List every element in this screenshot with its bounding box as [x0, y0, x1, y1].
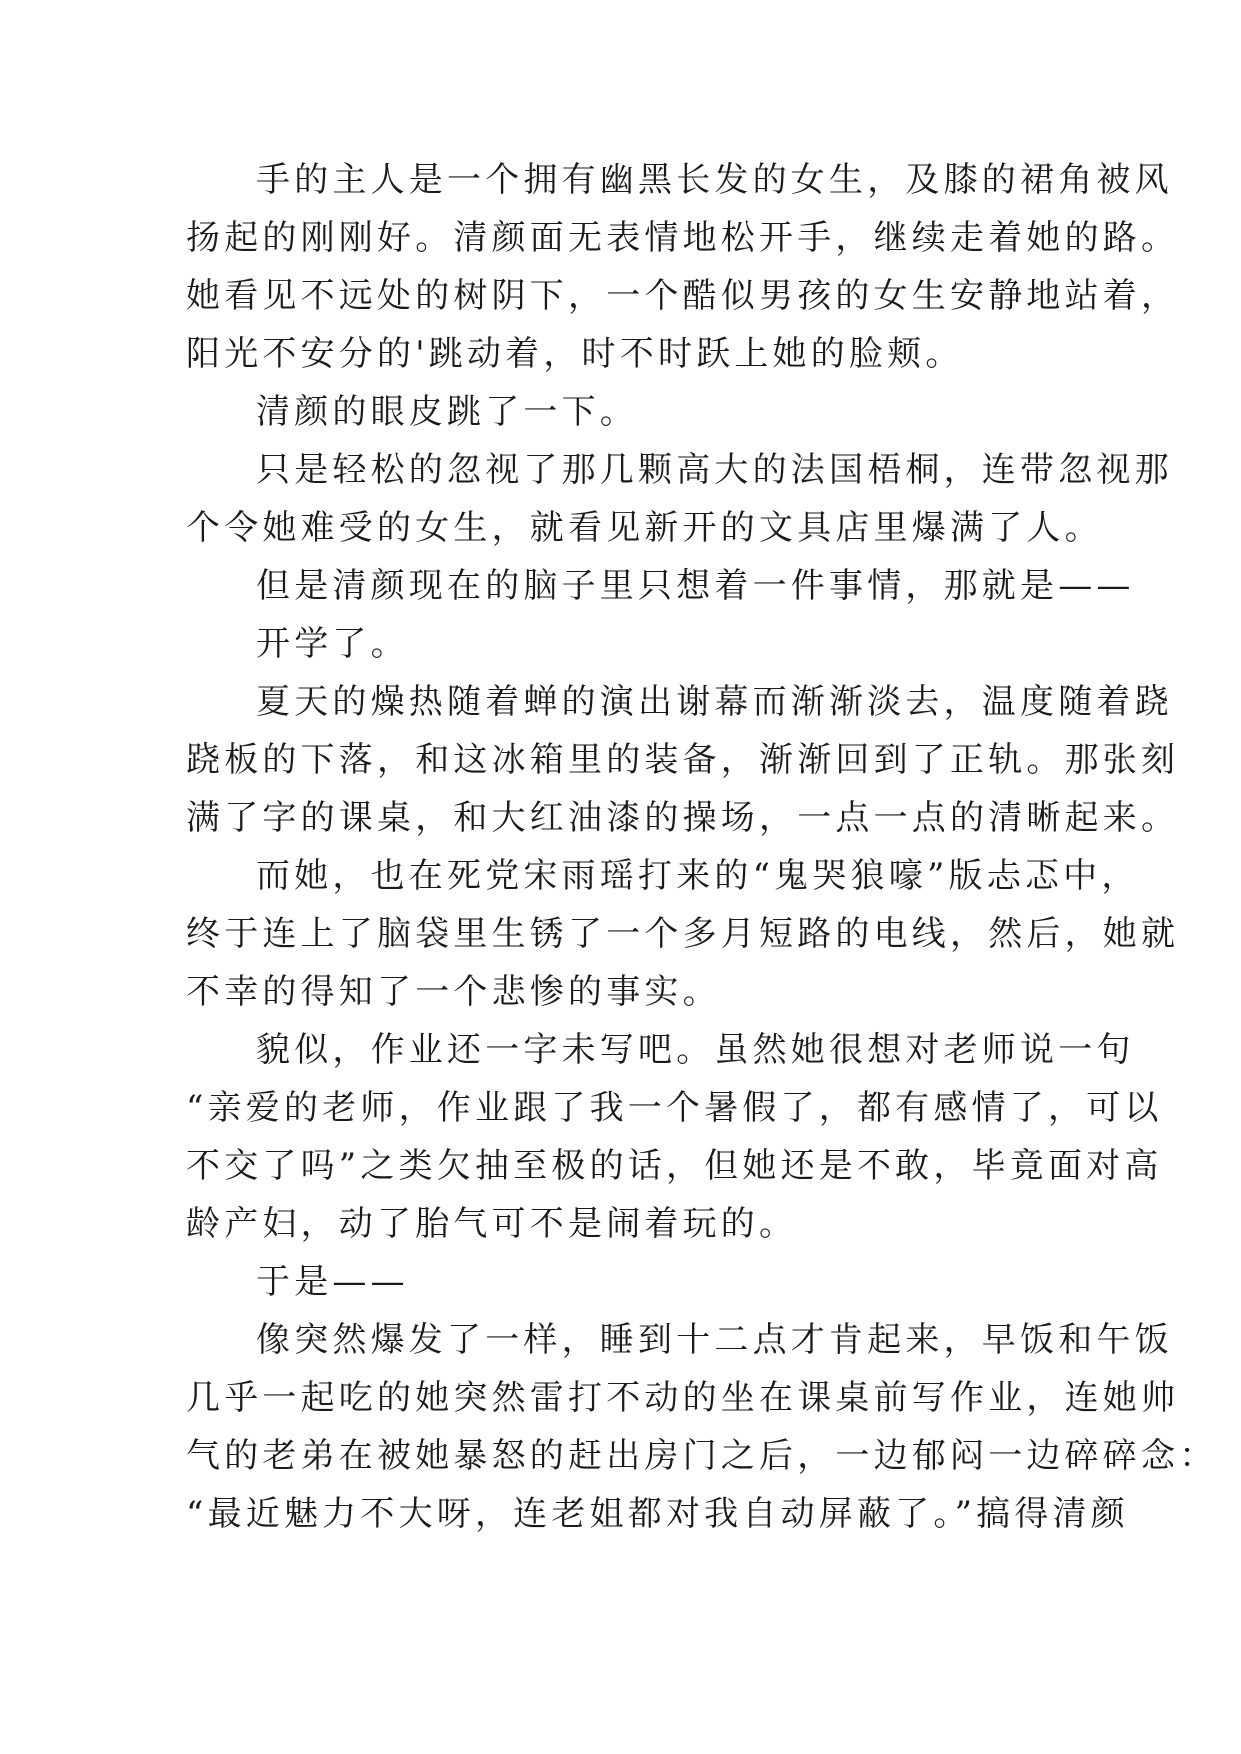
text-line: 龄产妇，动了胎气可不是闹着玩的。: [186, 1204, 798, 1244]
text-line: 跷板的下落，和这冰箱里的装备，渐渐回到了正轨。那张刻: [186, 740, 1180, 780]
text-line: “亲爱的老师，作业跟了我一个暑假了，都有感情了，可以: [186, 1088, 1163, 1128]
text-line: 不交了吗”之类欠抽至极的话，但她还是不敢，毕竟面对高: [186, 1146, 1163, 1186]
text-line: 终于连上了脑袋里生锈了一个多月短路的电线，然后，她就: [186, 914, 1180, 954]
text-line: 夏天的燥热随着蝉的演出谢幕而渐渐淡去，温度随着跷: [256, 682, 1173, 722]
text-line: 不幸的得知了一个悲惨的事实。: [186, 972, 721, 1012]
text-line: “最近魅力不大呀，连老姐都对我自动屏蔽了。”搞得清颜: [186, 1494, 1129, 1534]
text-line: 她看见不远处的树阴下，一个酷似男孩的女生安静地站着，: [186, 276, 1180, 316]
text-line: 手的主人是一个拥有幽黑长发的女生，及膝的裙角被风: [256, 160, 1173, 200]
text-line: 气的老弟在被她暴怒的赶出房门之后，一边郁闷一边碎碎念：: [186, 1436, 1218, 1476]
text-line: 扬起的刚刚好。清颜面无表情地松开手，继续走着她的路。: [186, 218, 1180, 258]
text-line: 像突然爆发了一样，睡到十二点才肯起来，早饭和午饭: [256, 1320, 1173, 1360]
text-line: 只是轻松的忽视了那几颗高大的法国梧桐，连带忽视那: [256, 450, 1173, 490]
text-line: 阳光不安分的'跳动着，时不时跃上她的脸颊。: [186, 334, 964, 374]
text-line: 但是清颜现在的脑子里只想着一件事情，那就是——: [256, 566, 1135, 606]
text-line: 貌似，作业还一字未写吧。虽然她很想对老师说一句: [256, 1030, 1135, 1070]
text-line: 个令她难受的女生，就看见新开的文具店里爆满了人。: [186, 508, 1103, 548]
text-line: 开学了。: [256, 624, 409, 664]
text-line: 而她，也在死党宋雨瑶打来的“鬼哭狼嚎”版忐忑中，: [256, 856, 1140, 896]
text-line: 清颜的眼皮跳了一下。: [256, 392, 638, 432]
text-line: 几乎一起吃的她突然雷打不动的坐在课桌前写作业，连她帅: [186, 1378, 1180, 1418]
body-text: [186, 151, 1218, 1543]
text-line: 满了字的课桌，和大红油漆的操场，一点一点的清晰起来。: [186, 798, 1180, 838]
text-line: 于是——: [256, 1262, 409, 1302]
